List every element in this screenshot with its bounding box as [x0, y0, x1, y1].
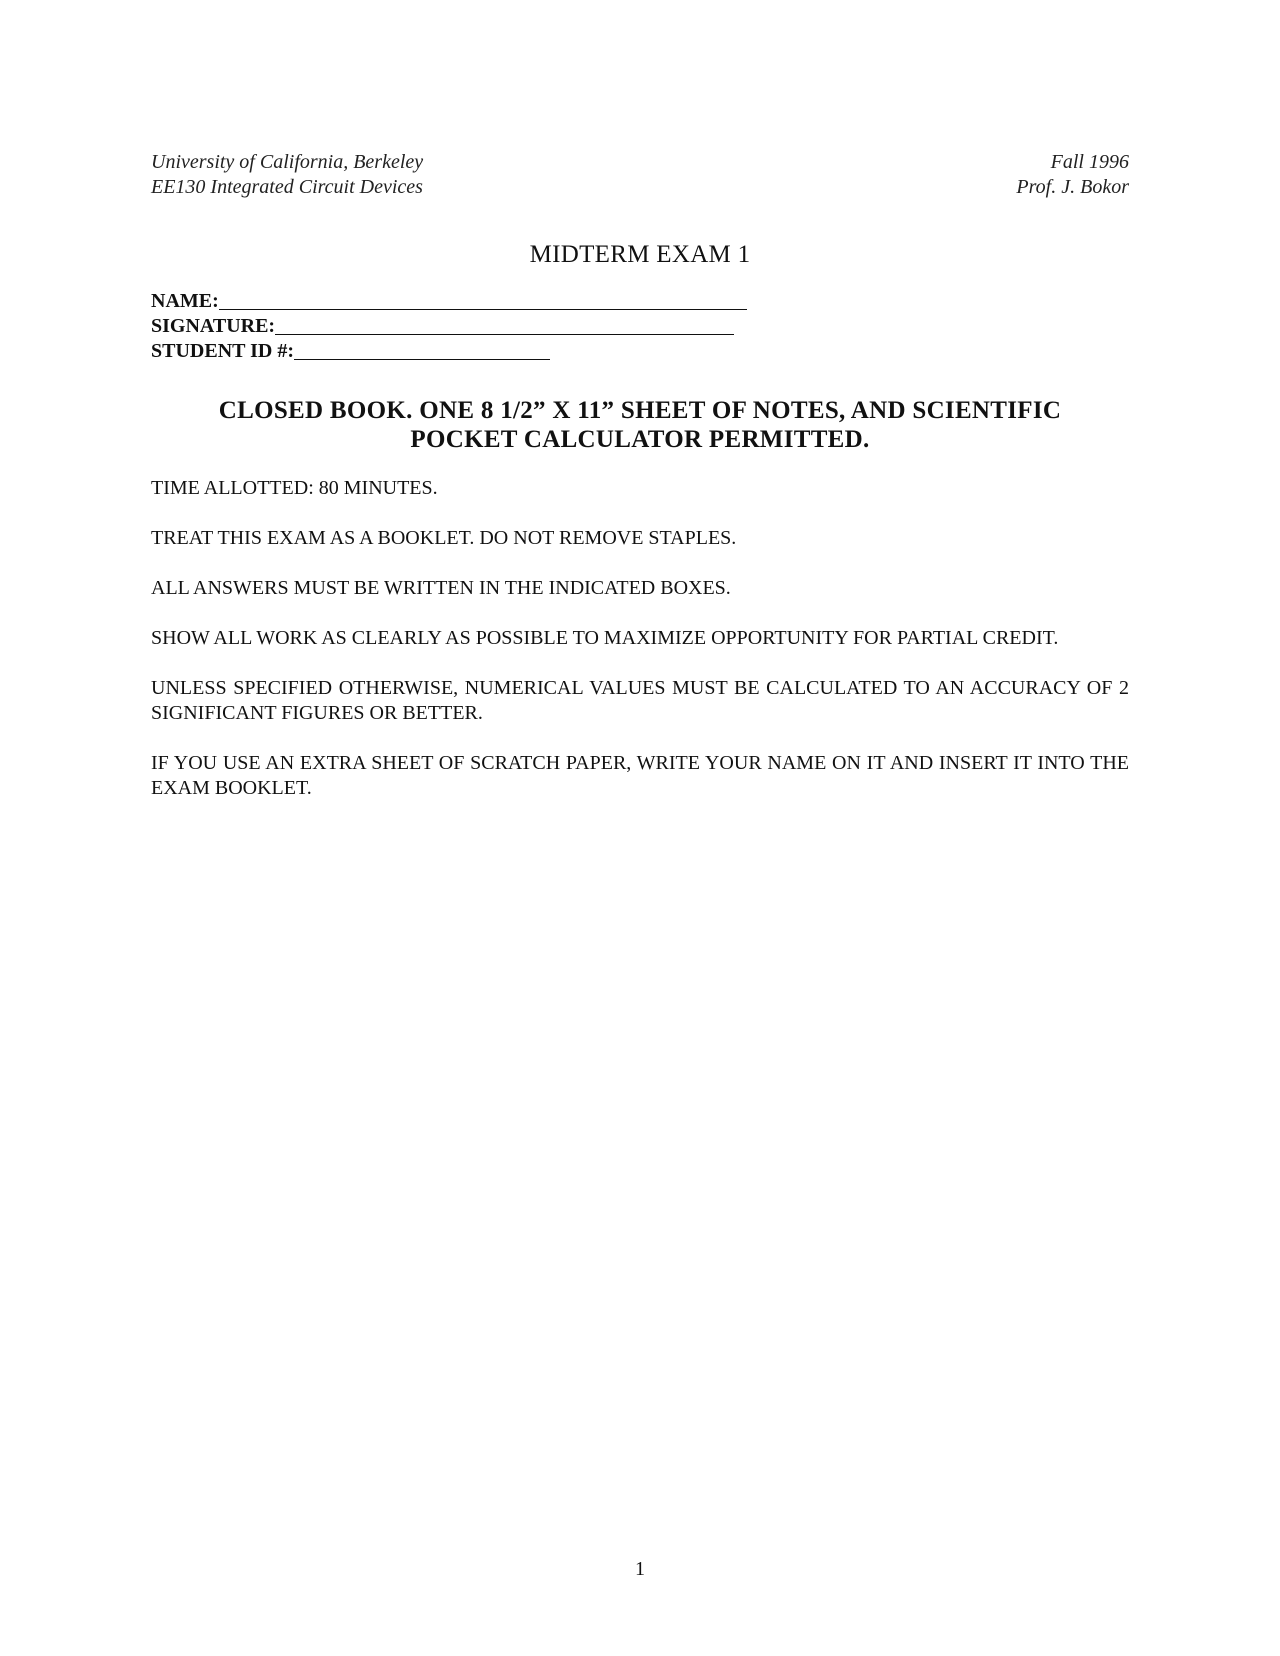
student-id-label: STUDENT ID #: — [151, 340, 294, 362]
course-name: EE130 Integrated Circuit Devices — [151, 176, 423, 198]
instructions-list — [151, 476, 1129, 801]
instruction-accuracy: UNLESS SPECIFIED OTHERWISE, NUMERICAL VALUES MUST BE CALCULATED TO AN ACCURACY OF 2 SIGNIFICANT FIGURES OR BETTER. — [151, 677, 1129, 724]
signature-blank-line — [275, 315, 734, 335]
term: Fall 1996 — [1050, 151, 1129, 173]
professor: Prof. J. Bokor — [1016, 176, 1129, 198]
university-name: University of California, Berkeley — [151, 151, 424, 173]
signature-field — [151, 314, 1129, 339]
header-right — [1016, 150, 1129, 200]
page-number: 1 — [635, 1558, 645, 1580]
name-label: NAME: — [151, 290, 219, 312]
name-field — [151, 289, 1129, 314]
page-header — [151, 150, 1129, 200]
header-left — [151, 150, 423, 200]
exam-cover-page — [151, 150, 1129, 826]
student-id-blank-line — [294, 340, 550, 360]
instruction-show-work: SHOW ALL WORK AS CLEARLY AS POSSIBLE TO MAXIMIZE OPPORTUNITY FOR PARTIAL CREDIT. — [151, 627, 1059, 649]
exam-rules-notice — [151, 396, 1129, 454]
signature-label: SIGNATURE: — [151, 315, 276, 337]
instruction-time: TIME ALLOTTED: 80 MINUTES. — [151, 477, 438, 499]
student-info-fields — [151, 289, 1129, 364]
instruction-scratch-paper: IF YOU USE AN EXTRA SHEET OF SCRATCH PAPER, WRITE YOUR NAME ON IT AND INSERT IT INTO THE EXAM BOOKLET. — [151, 752, 1129, 799]
exam-title: MIDTERM EXAM 1 — [529, 241, 751, 268]
student-id-field — [151, 339, 1129, 364]
name-blank-line — [219, 290, 747, 310]
notice-line-2: POCKET CALCULATOR PERMITTED. — [410, 426, 870, 453]
instruction-answers: ALL ANSWERS MUST BE WRITTEN IN THE INDICATED BOXES. — [151, 577, 731, 599]
notice-line-1: CLOSED BOOK. ONE 8 1/2” X 11” SHEET OF NOTES, AND SCIENTIFIC — [218, 397, 1062, 424]
instruction-booklet: TREAT THIS EXAM AS A BOOKLET. DO NOT REMOVE STAPLES. — [151, 527, 737, 549]
